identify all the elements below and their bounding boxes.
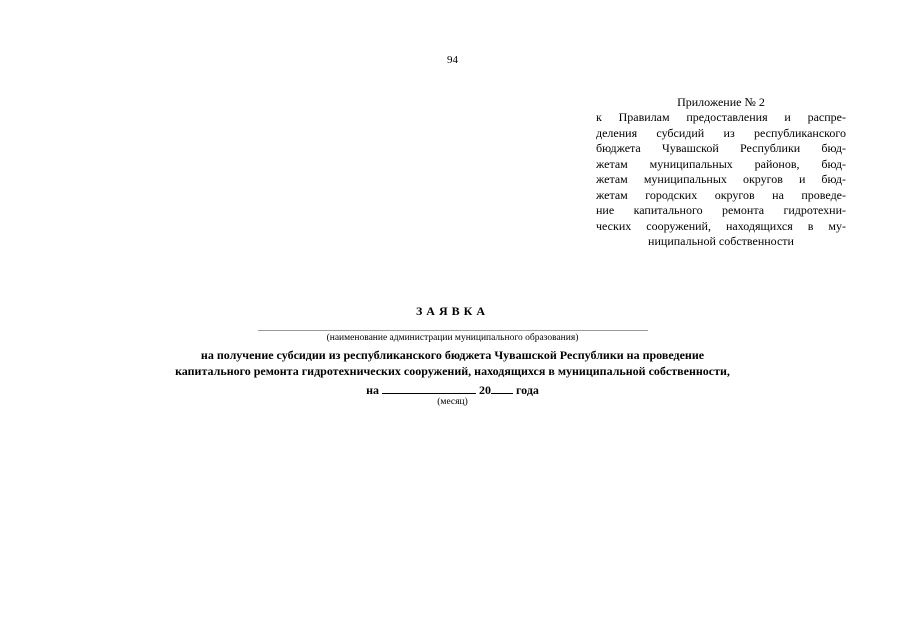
annex-text-line: жетам муниципальных районов, бюд- <box>596 156 846 171</box>
municipality-name-hint: (наименование администрации муниципального образования) <box>326 333 579 343</box>
purpose-line: капитального ремонта гидротехнических сооружений, находящихся в муниципальной собственности, <box>175 364 730 378</box>
purpose-line: на получение субсидии из республиканского бюджета Чувашской Республики на проведение <box>200 348 705 362</box>
annex-text-line: к Правилам предоставления и распре- <box>596 110 846 124</box>
month-hint: (месяц) <box>437 397 468 407</box>
annex-text-line: жетам городских округов на проведе- <box>596 187 846 202</box>
annex-title: Приложение № 2 <box>677 95 765 109</box>
date-suffix: года <box>516 383 539 397</box>
municipality-name-line <box>258 330 648 331</box>
document-title: ЗАЯВКА <box>415 304 490 318</box>
annex-text-line: бюджета Чувашской Республики бюд- <box>596 141 846 155</box>
page-number: 94 <box>447 54 458 66</box>
date-year-prefix: 20 <box>479 383 492 397</box>
annex-text-line: деления субсидий из республиканского <box>596 125 846 140</box>
month-blank <box>382 382 476 394</box>
annex-text-line: жетам муниципальных округов и бюд- <box>596 172 846 186</box>
annex-text-line: ческих сооружений, находящихся в му- <box>596 218 846 233</box>
annex-text-line: ние капитального ремонта гидротехни- <box>596 203 846 217</box>
annex-text-line: ниципальной собственности <box>648 234 794 248</box>
date-line <box>0 382 905 398</box>
year-blank <box>491 382 513 394</box>
date-prefix: на <box>366 383 380 397</box>
